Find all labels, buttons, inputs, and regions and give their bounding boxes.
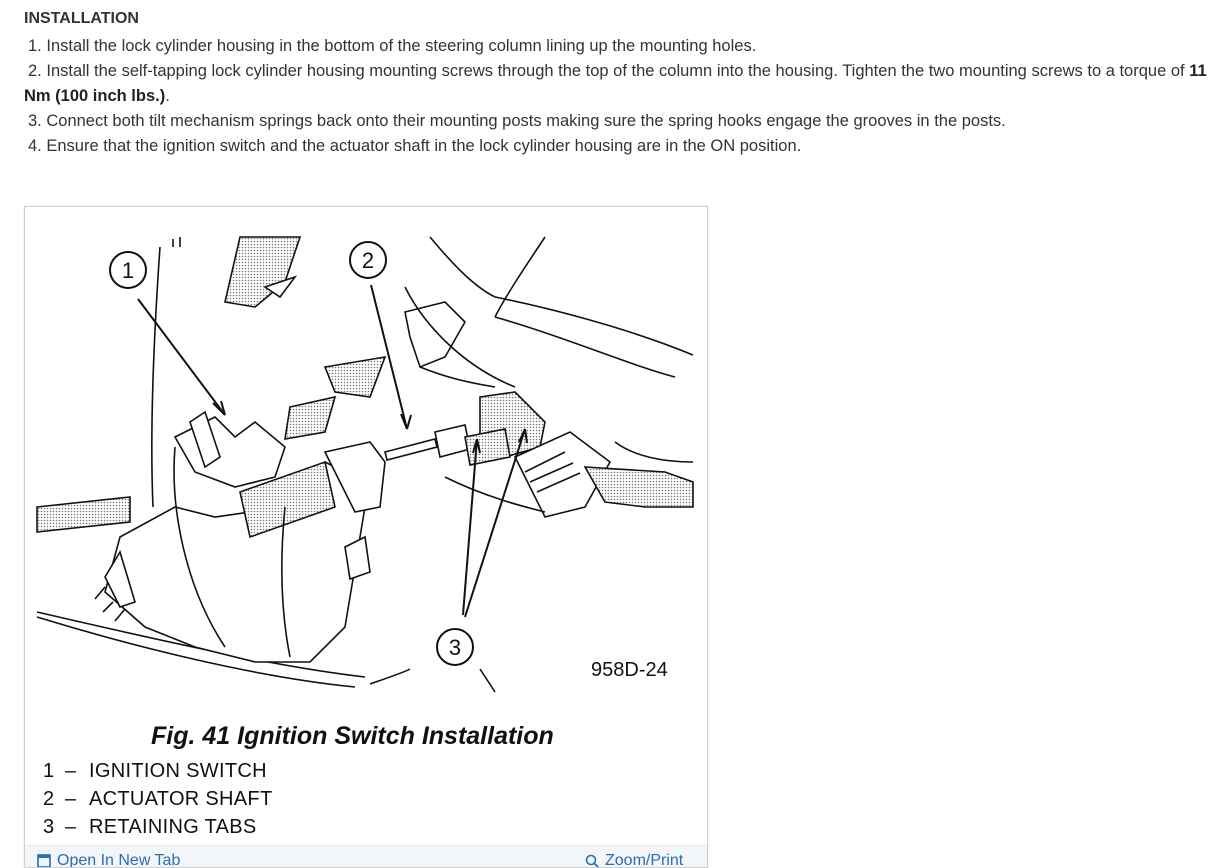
step-number: 2. <box>28 62 42 80</box>
open-in-new-tab-label: Open In New Tab <box>57 852 181 868</box>
legend-label: RETAINING TABS <box>89 816 257 838</box>
zoom-icon <box>585 854 599 868</box>
ignition-switch-illustration <box>25 207 707 707</box>
figure-footer <box>25 845 707 868</box>
step-text: Install the lock cylinder housing in the bottom of the steering column lining up the mounting holes. <box>46 37 757 55</box>
step-text-end: . <box>165 87 170 105</box>
callout-1-label: 1 <box>121 258 135 283</box>
legend-item <box>43 757 272 785</box>
legend-label: IGNITION SWITCH <box>89 760 267 782</box>
step-text: Ensure that the ignition switch and the actuator shaft in the lock cylinder housing are in the ON position. <box>46 137 802 155</box>
legend-label: ACTUATOR SHAFT <box>89 788 273 810</box>
zoom-print-label: Zoom/Print <box>605 852 684 868</box>
step-number: 1. <box>28 37 42 55</box>
callout-3-label: 3 <box>448 635 462 660</box>
figure-code: 958D-24 <box>591 659 668 681</box>
legend-number: 2 <box>43 788 55 810</box>
figure-caption: Fig. 41 Ignition Switch Installation <box>151 722 554 750</box>
legend-dash: – <box>65 816 77 838</box>
step-4 <box>24 134 1216 159</box>
figure-panel <box>24 206 708 868</box>
open-in-new-tab-link[interactable] <box>37 852 180 868</box>
step-text: Install the self-tapping lock cylinder housing mounting screws through the top of the column into the housing. Tighten the two mounting screws to a torque of <box>46 62 1190 80</box>
step-number: 4. <box>28 137 42 155</box>
figure-legend <box>43 757 272 841</box>
legend-number: 3 <box>43 816 55 838</box>
open-tab-icon <box>37 854 51 868</box>
step-3 <box>24 109 1216 134</box>
step-number: 3. <box>28 112 42 130</box>
section-heading: INSTALLATION <box>24 10 139 27</box>
legend-dash: – <box>65 788 77 810</box>
callout-2-label: 2 <box>361 248 375 273</box>
zoom-print-link[interactable] <box>585 852 683 868</box>
step-text: Connect both tilt mechanism springs back onto their mounting posts making sure the spring hooks engage the grooves in the posts. <box>46 112 1006 130</box>
step-2 <box>24 59 1216 109</box>
legend-number: 1 <box>43 760 55 782</box>
torque-value: 11 Nm (100 inch lbs.) <box>24 62 1207 105</box>
legend-dash: – <box>65 760 77 782</box>
legend-item <box>43 813 272 841</box>
step-1 <box>24 34 1216 59</box>
legend-item <box>43 785 272 813</box>
installation-steps <box>24 34 1216 159</box>
